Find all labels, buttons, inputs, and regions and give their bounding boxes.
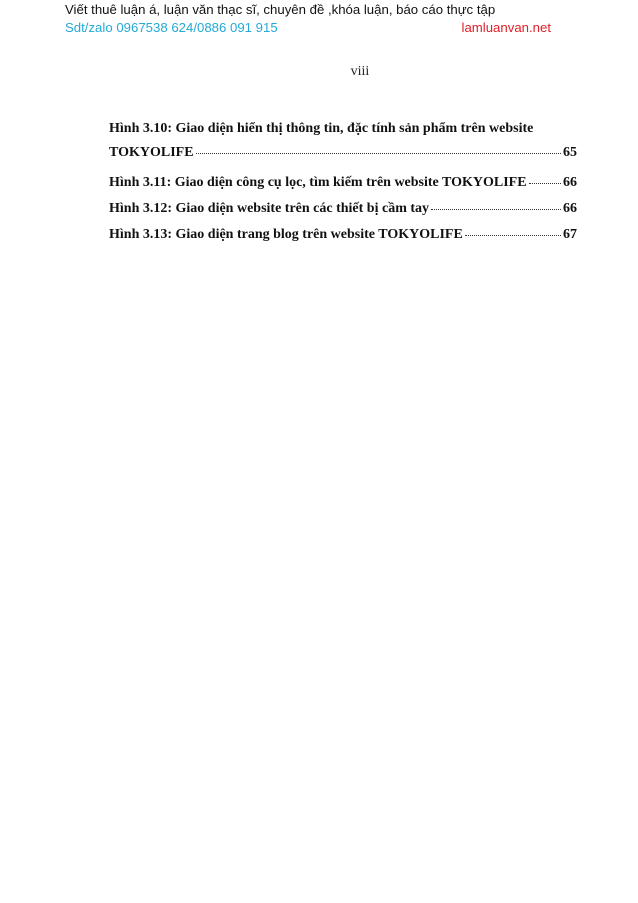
header-phone: Sdt/zalo 0967538 624/0886 091 915: [65, 20, 278, 35]
page-number: viii: [350, 64, 370, 79]
dot-leader: [196, 143, 561, 154]
toc-entry-title-line2: TOKYOLIFE: [109, 145, 194, 160]
toc-entry-title: Hình 3.11: Giao diện công cụ lọc, tìm kiếm trên website TOKYOLIFE: [109, 175, 527, 190]
toc-entry-title-line1: Hình 3.10: Giao diện hiển thị thông tin, đặc tính sản phẩm trên website: [109, 121, 534, 136]
toc-entry[interactable]: [109, 227, 577, 243]
toc-entry-title: Hình 3.13: Giao diện trang blog trên website TOKYOLIFE: [109, 227, 463, 242]
toc-entry[interactable]: [109, 175, 577, 191]
toc-page-number: 65: [563, 145, 577, 160]
toc-page-number: 66: [563, 175, 577, 190]
toc-page-number: 67: [563, 227, 577, 242]
dot-leader: [465, 225, 561, 236]
header-tagline: Viết thuê luận á, luận văn thạc sĩ, chuyên đề ,khóa luận, báo cáo thực tập: [65, 2, 496, 17]
table-of-figures: [109, 120, 577, 243]
header-website-link[interactable]: lamluanvan.net: [461, 20, 551, 35]
dot-leader: [529, 173, 561, 184]
toc-entry[interactable]: [109, 201, 577, 217]
dot-leader: [431, 199, 561, 210]
toc-entry-title: Hình 3.12: Giao diện website trên các thiết bị cầm tay: [109, 201, 430, 216]
toc-page-number: 66: [563, 201, 577, 216]
toc-entry[interactable]: [109, 120, 577, 166]
toc-entry-title-line2-row: [109, 145, 577, 161]
